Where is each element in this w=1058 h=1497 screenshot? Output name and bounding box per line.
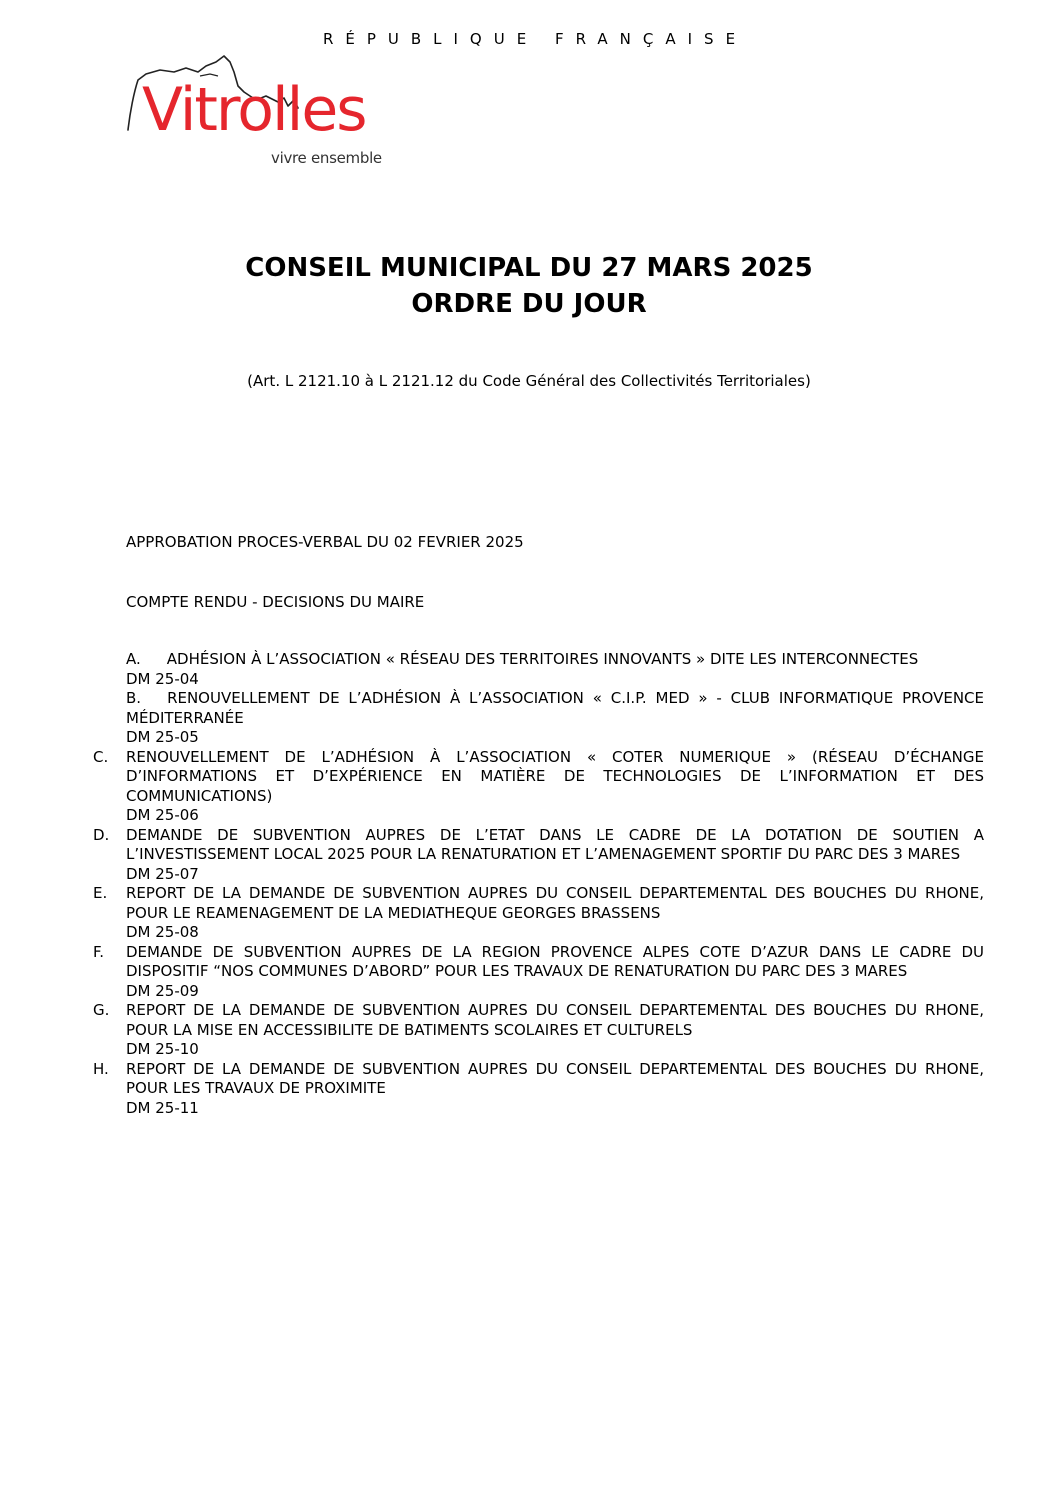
agenda-item-letter: E.: [93, 884, 108, 902]
agenda-item-letter: A.: [126, 650, 141, 668]
agenda-item-ref: DM 25-05: [126, 728, 199, 746]
agenda-item-b: [88, 689, 984, 748]
agenda-item-ref: DM 25-06: [126, 806, 199, 824]
republique-francaise-header: RÉPUBLIQUE FRANÇAISE: [322, 30, 748, 48]
legal-reference: (Art. L 2121.10 à L 2121.12 du Code Général des Collectivités Territoriales): [247, 372, 811, 390]
agenda-item-text: DEMANDE DE SUBVENTION AUPRES DE L’ETAT DANS LE CADRE DE LA DOTATION DE SOUTIEN A L’INVESTISSEMENT LOCAL 2025 POUR LA RENATURATION ET L’AMENAGEMENT SPORTIF DU PARC DES 3 MARES: [126, 825, 984, 863]
agenda-item-text: DEMANDE DE SUBVENTION AUPRES DE LA REGION PROVENCE ALPES COTE D’AZUR DANS LE CADRE DU DISPOSITIF “NOS COMMUNES D’ABORD” POUR LES TRAVAUX DE RENATURATION DU PARC DES 3 MARES: [126, 942, 984, 980]
agenda-item-h: [88, 1060, 984, 1119]
agenda-item-f: [88, 943, 984, 1002]
agenda-item-e: [88, 884, 984, 943]
approbation-proces-verbal: APPROBATION PROCES-VERBAL DU 02 FEVRIER 2025: [126, 533, 524, 551]
agenda-item-ref: DM 25-11: [126, 1098, 199, 1117]
agenda-item-letter: C.: [93, 747, 109, 766]
agenda-item-text: REPORT DE LA DEMANDE DE SUBVENTION AUPRES DU CONSEIL DEPARTEMENTAL DES BOUCHES DU RHONE, POUR LE REAMENAGEMENT DE LA MEDIATHEQUE GEORGES BRASSENS: [126, 884, 984, 922]
agenda-item-text: RENOUVELLEMENT DE L’ADHÉSION À L’ASSOCIATION « COTER NUMERIQUE » (RÉSEAU D’ÉCHANGE D’INFORMATIONS ET D’EXPÉRIENCE EN MATIÈRE DE TECHNOLOGIES DE L’INFORMATION ET DES COMMUNICATIONS): [126, 747, 984, 805]
agenda-list: [88, 650, 984, 1118]
title-line-1: CONSEIL MUNICIPAL DU 27 MARS 2025: [245, 253, 813, 283]
agenda-item-ref: DM 25-07: [126, 864, 199, 883]
agenda-item-letter: F.: [93, 942, 104, 961]
page-title: [0, 250, 1058, 322]
agenda-item-text: RENOUVELLEMENT DE L’ADHÉSION À L’ASSOCIATION « C.I.P. MED » - CLUB INFORMATIQUE PROVENCE MÉDITERRANÉE: [126, 689, 984, 727]
agenda-item-ref: DM 25-08: [126, 923, 199, 941]
agenda-item-d: [88, 826, 984, 885]
compte-rendu-heading: COMPTE RENDU - DECISIONS DU MAIRE: [126, 593, 425, 611]
agenda-item-ref: DM 25-10: [126, 1040, 199, 1058]
agenda-item-text: REPORT DE LA DEMANDE DE SUBVENTION AUPRES DU CONSEIL DEPARTEMENTAL DES BOUCHES DU RHONE, POUR LES TRAVAUX DE PROXIMITE: [126, 1059, 984, 1097]
agenda-item-text: REPORT DE LA DEMANDE DE SUBVENTION AUPRES DU CONSEIL DEPARTEMENTAL DES BOUCHES DU RHONE, POUR LA MISE EN ACCESSIBILITE DE BATIMENTS SCOLAIRES ET CULTURELS: [126, 1001, 984, 1039]
vitrolles-logo: [126, 52, 416, 174]
logo-wordmark: Vitrolles: [142, 75, 366, 145]
agenda-item-text: ADHÉSION À L’ASSOCIATION « RÉSEAU DES TERRITOIRES INNOVANTS » DITE LES INTERCONNECTES: [166, 650, 919, 668]
title-line-2: ORDRE DU JOUR: [411, 289, 647, 319]
agenda-item-ref: DM 25-09: [126, 981, 199, 1000]
agenda-item-letter: H.: [93, 1059, 109, 1078]
agenda-item-ref: DM 25-04: [126, 669, 199, 688]
agenda-item-g: [88, 1001, 984, 1060]
agenda-item-a: [88, 650, 984, 689]
agenda-item-letter: B.: [126, 689, 142, 707]
agenda-item-letter: G.: [93, 1001, 110, 1019]
logo-tagline: vivre ensemble: [271, 149, 382, 167]
agenda-item-c: [88, 748, 984, 826]
agenda-item-letter: D.: [93, 825, 110, 844]
